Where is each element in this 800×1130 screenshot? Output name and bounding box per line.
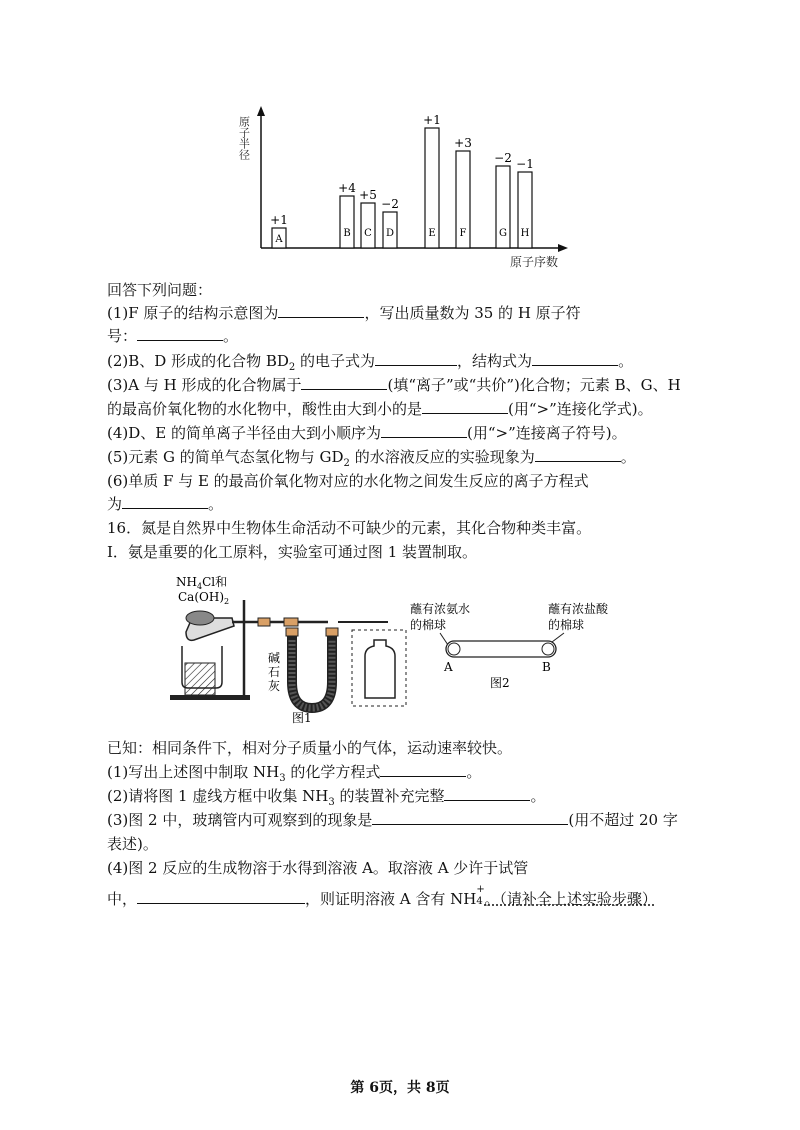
sub-question-1: (1)写出上述图中制取 $NH_3$ 的化学方程式 。 — [107, 763, 482, 784]
figure-1-caption: 图1 — [292, 711, 312, 725]
bar-valence-label: +4 — [338, 181, 356, 195]
question-1-line-1: (1)F 原子的结构示意图为 ，写出质量数为 35 的 H 原子符 — [107, 304, 581, 322]
left-label-1: 蘸有浓氨水 — [410, 602, 471, 616]
bar-category-label: B — [343, 228, 351, 239]
rubber-connector-1 — [258, 618, 270, 626]
right-label-1: 蘸有浓盐酸 — [548, 602, 609, 616]
part-i-intro: I．氨是重要的化工原料，实验室可通过图 1 装置制取。 — [107, 543, 478, 561]
question-6-line-1: (6)单质 F 与 E 的最高价氧化物对应的水化物之间发生反应的离子方程式 — [107, 472, 589, 490]
left-label-2: 的棉球 — [410, 618, 447, 632]
question-3-line-2: 的最高价氧化物的水化物中，酸性由大到小的是 (用“>”连接化学式)。 — [107, 400, 653, 418]
bar-C — [361, 203, 375, 248]
bar-valence-label: −2 — [494, 151, 512, 165]
bar-valence-label: −2 — [381, 197, 399, 211]
figure-1-apparatus — [160, 570, 420, 725]
answer-blank[interactable] — [444, 786, 530, 801]
answer-blank[interactable] — [422, 399, 508, 414]
bar-valence-label: +1 — [423, 113, 441, 127]
reagent-label-caoh2: $Ca(OH)_2$ — [178, 590, 230, 606]
x-axis-arrow — [558, 244, 568, 252]
answer-blank[interactable] — [381, 423, 467, 438]
question-5: (5)元素 G 的简单气态氢化物与 $GD_2$ 的水溶液反应的实验现象为 。 — [107, 448, 636, 469]
answer-blank[interactable] — [137, 889, 305, 904]
bar-valence-label: −1 — [516, 157, 534, 171]
bar-category-label: E — [428, 228, 436, 239]
glass-tube — [446, 641, 556, 657]
sub-question-2: (2)请将图 1 虚线方框中收集 $NH_3$ 的装置补充完整 。 — [107, 787, 546, 808]
answer-blank[interactable] — [122, 494, 208, 509]
flask-neck — [186, 611, 214, 625]
point-b: B — [542, 660, 551, 674]
cotton-ball-hcl — [542, 643, 554, 655]
bar-B — [340, 196, 354, 248]
sub-question-3-line-2: 表述)。 — [107, 835, 158, 853]
question-16-heading: 16．氮是自然界中生物体生命活动不可缺少的元素，其化合物种类丰富。 — [107, 519, 592, 537]
soda-lime-label-2: 石 — [268, 665, 281, 679]
page-footer: 第 6页，共 8页 — [350, 1080, 450, 1096]
sub-question-3-line-1: (3)图 2 中，玻璃管内可观察到的现象是 (用不超过 20 字 — [107, 811, 678, 829]
emphasis-note: 。（请补全上述实验步骤） — [484, 890, 657, 908]
rubber-connector-2 — [284, 618, 298, 626]
question-3-line-1: (3)A 与 H 形成的化合物属于 (填“离子”或“共价”)化合物；元素 B、G、H — [107, 376, 681, 394]
sub-question-4-line-2: 中， ，则证明溶液 A 含有 NH + 4 。（请补全上述实验步骤） — [107, 884, 657, 908]
bar-valence-label: +1 — [270, 213, 288, 227]
bar-valence-label: +3 — [454, 136, 472, 150]
right-label-2: 的棉球 — [548, 618, 585, 632]
question-1-line-2: 号： 。 — [107, 327, 239, 345]
atomic-radius-chart — [230, 100, 600, 270]
collection-bottle — [365, 640, 395, 698]
bar-category-label: F — [459, 228, 467, 239]
y-axis-label: 原子半径 — [237, 116, 251, 160]
y-axis-arrow — [257, 106, 265, 116]
bars-group — [270, 113, 534, 248]
answer-blank[interactable] — [301, 375, 387, 390]
point-a: A — [444, 660, 453, 674]
answer-blank[interactable] — [535, 447, 621, 462]
answer-blank[interactable] — [380, 762, 466, 777]
bar-category-label: D — [385, 228, 395, 239]
question-6-line-2: 为 。 — [107, 495, 224, 513]
known-condition: 已知：相同条件下，相对分子质量小的气体，运动速率较快。 — [107, 739, 513, 757]
u-tube-stopper-right — [326, 628, 338, 636]
figure-2-caption: 图2 — [490, 676, 510, 690]
soda-lime-label-3: 灰 — [268, 679, 281, 693]
answer-blank[interactable] — [137, 326, 223, 341]
answer-blank[interactable] — [278, 303, 364, 318]
answer-blank[interactable] — [375, 351, 457, 366]
answer-blank[interactable] — [372, 810, 568, 825]
bar-category-label: A — [275, 234, 283, 245]
reagent-label-nh4cl: $NH_4Cl$和 — [176, 575, 228, 591]
x-axis-label: 原子序数 — [510, 255, 559, 269]
bar-category-label: H — [520, 228, 530, 239]
pointer-left — [440, 633, 448, 645]
bar-valence-label: +5 — [359, 188, 377, 202]
bar-category-label: G — [499, 228, 507, 239]
soda-lime-label-1: 碱 — [268, 651, 281, 665]
alcohol-lamp-block — [185, 663, 215, 695]
answer-blank[interactable] — [532, 351, 618, 366]
iron-stand-base — [170, 695, 250, 700]
question-4: (4)D、E 的简单离子半径由大到小顺序为 (用“>”连接离子符号)。 — [107, 424, 627, 442]
bar-category-label: C — [364, 228, 372, 239]
cotton-ball-ammonia — [448, 643, 460, 655]
u-tube-stopper-left — [286, 628, 298, 636]
intro: 回答下列问题： — [107, 281, 213, 299]
question-2: (2)B、D 形成的化合物 $BD_2$ 的电子式为 ，结构式为 。 — [107, 352, 634, 373]
figure-2-glass-tube — [400, 595, 620, 695]
sub-question-4-line-1: (4)图 2 反应的生成物溶于水得到溶液 A。取溶液 A 少许于试管 — [107, 859, 529, 877]
